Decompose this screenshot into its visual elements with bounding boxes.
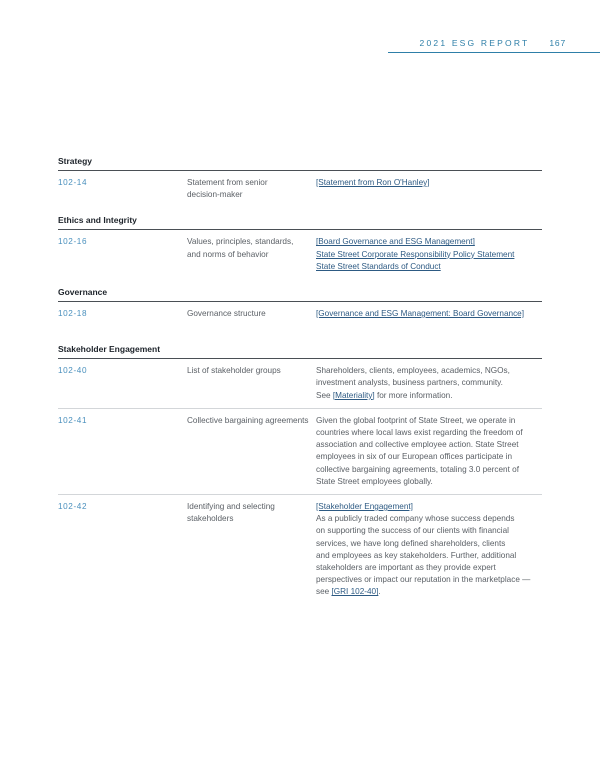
link-materiality[interactable]: [Materiality] — [332, 390, 375, 400]
table-row — [58, 302, 542, 326]
disclosure-code: 102-16 — [58, 237, 88, 247]
disclosure-response — [316, 415, 542, 488]
page-number: 167 — [549, 38, 566, 48]
link-governance-board[interactable]: [Governance and ESG Management: Board Governance] — [316, 309, 524, 319]
description-line: Identifying and selecting — [187, 502, 275, 512]
disclosure-code: 102-40 — [58, 366, 88, 376]
table-row — [58, 230, 542, 279]
response-line: investment analysts, business partners, community. — [316, 378, 503, 388]
link-stakeholder-engagement[interactable]: [Stakeholder Engagement] — [316, 502, 413, 512]
disclosure-response — [316, 501, 542, 599]
disclosure-description: List of stakeholder groups — [187, 366, 281, 376]
response-line: and employees as key stakeholders. Further, additional — [316, 550, 517, 560]
response-line: Given the global footprint of State Street, we operate in — [316, 415, 516, 425]
response-line: As a publicly traded company whose success depends — [316, 514, 515, 524]
link-gri-102-40[interactable]: [GRI 102-40] — [331, 587, 379, 597]
disclosure-description — [187, 236, 316, 273]
response-line: State Street employees globally. — [316, 476, 433, 486]
disclosure-description: Governance structure — [187, 309, 266, 319]
see-prefix: see — [316, 587, 332, 597]
response-line: countries where local laws exist regarding the freedom of — [316, 428, 523, 438]
response-line: services, we have long defined shareholders, clients — [316, 538, 506, 548]
link-standards-of-conduct[interactable]: State Street Standards of Conduct — [316, 261, 441, 271]
link-statement-ron-ohanley[interactable]: [Statement from Ron O'Hanley] — [316, 178, 430, 187]
link-cr-policy-statement[interactable]: State Street Corporate Responsibility Policy Statement — [316, 249, 515, 259]
disclosure-description — [187, 177, 316, 201]
response-line: employees in six of our European offices participate in — [316, 452, 513, 462]
section-title-stakeholder: Stakeholder Engagement — [58, 344, 542, 359]
section-title-strategy: Strategy — [58, 156, 542, 171]
disclosure-response — [316, 177, 542, 201]
description-line: Values, principles, standards, — [187, 237, 294, 247]
disclosure-description — [187, 501, 316, 599]
table-row — [58, 171, 542, 207]
response-line: Shareholders, clients, employees, academics, NGOs, — [316, 366, 510, 376]
disclosure-description: Collective bargaining agreements — [187, 415, 309, 425]
link-board-governance[interactable]: [Board Governance and ESG Management] — [316, 237, 475, 247]
report-header — [420, 38, 566, 48]
header-rule — [388, 52, 600, 53]
disclosure-code: 102-41 — [58, 415, 88, 425]
disclosure-code: 102-14 — [58, 178, 88, 187]
table-row — [58, 359, 542, 409]
description-line: and norms of behavior — [187, 249, 269, 259]
table-row — [58, 495, 542, 605]
disclosure-response — [316, 236, 542, 273]
description-line: Statement from senior — [187, 178, 268, 187]
disclosure-code: 102-18 — [58, 309, 88, 319]
response-line: association and collective employee action. State Street — [316, 440, 519, 450]
see-prefix: See — [316, 390, 333, 400]
see-suffix: for more information. — [374, 390, 453, 400]
report-title: 2021 ESG REPORT — [419, 38, 530, 48]
response-line: stakeholders are important as they provide expert — [316, 563, 496, 573]
see-suffix: . — [378, 587, 381, 597]
description-line: decision-maker — [187, 190, 243, 200]
disclosure-response — [316, 365, 542, 402]
disclosure-response — [316, 308, 542, 320]
response-line: perspectives or impact our reputation in the marketplace — — [316, 575, 531, 585]
gri-index-table — [58, 156, 542, 605]
section-title-ethics: Ethics and Integrity — [58, 215, 542, 230]
table-row — [58, 409, 542, 495]
disclosure-code: 102-42 — [58, 502, 88, 512]
response-line: collective bargaining agreements, totaling 3.0 percent of — [316, 464, 519, 474]
description-line: stakeholders — [187, 514, 234, 524]
response-line: on supporting the success of our clients with financial — [316, 526, 509, 536]
section-title-governance: Governance — [58, 287, 542, 302]
